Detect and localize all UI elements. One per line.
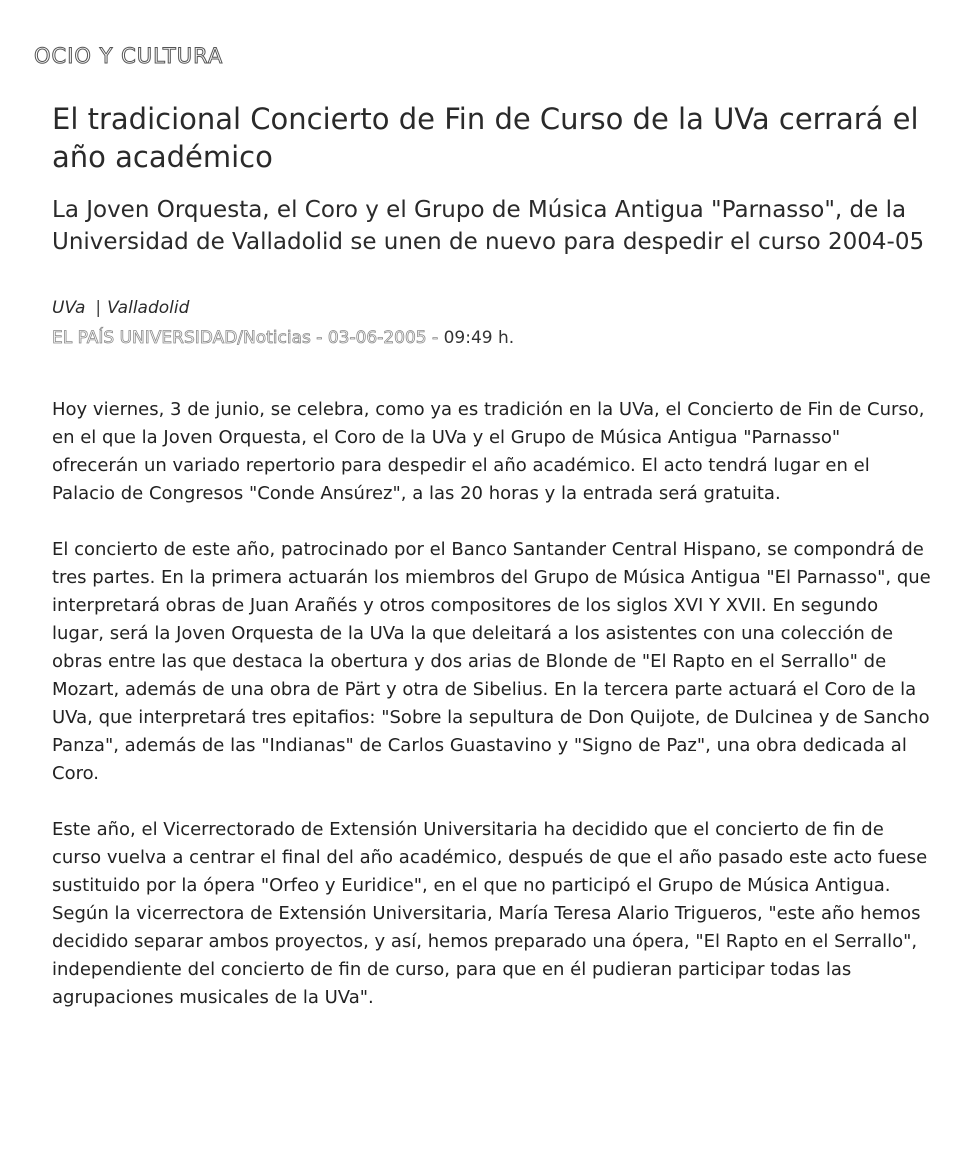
article-subheadline: La Joven Orquesta, el Coro y el Grupo de Música Antigua "Parnasso", de la Universidad de Valladolid se unen de nuevo para despedir el curso 2004-05: [52, 197, 925, 255]
article-paragraph: El concierto de este año, patrocinado por el Banco Santander Central Hispano, se compondrá de tres partes. En la primera actuarán los miembros del Grupo de Música Antigua "El Parnasso", que interpretará obras de Juan Arañés y otros compositores de los siglos XVI Y XVII. En segundo lugar, será la Joven Orquesta de la UVa la que deleitará a los asistentes con una colección de obras entre las que destaca la obertura y dos arias de Blonde de "El Rapto en el Serrallo" de Mozart, además de una obra de Pärt y otra de Sibelius. En la tercera parte actuará el Coro de la UVa, que interpretará tres epitafios: "Sobre la sepultura de Don Quijote, de Dulcinea y de Sancho Panza", además de las "Indianas" de Carlos Guastavino y "Signo de Paz", una obra dedicada al Coro.: [52, 539, 931, 784]
meta-dash: -: [432, 328, 439, 348]
article-meta: [52, 328, 514, 348]
section-label: OCIO Y CULTURA: [34, 44, 224, 68]
article-body: [52, 396, 932, 1040]
byline-location: Valladolid: [107, 298, 190, 318]
article-paragraph: Este año, el Vicerrectorado de Extensión Universitaria ha decidido que el concierto de fin de curso vuelva a centrar el final del año académico, después de que el año pasado este acto fuese sustituido por la ópera "Orfeo y Euridice", en el que no participó el Grupo de Música Antigua. Según la vicerrectora de Extensión Universitaria, María Teresa Alario Trigueros, "este año hemos decidido separar ambos proyectos, y así, hemos preparado una ópera, "El Rapto en el Serrallo", independiente del concierto de fin de curso, para que en él pudieran participar todas las agrupaciones musicales de la UVa".: [52, 819, 928, 1008]
byline-author: UVa: [52, 298, 86, 318]
byline-separator: |: [95, 298, 102, 318]
article-byline: [52, 298, 189, 318]
article-headline: El tradicional Concierto de Fin de Curso de la UVa cerrará el año académico: [52, 102, 919, 174]
article-paragraph: Hoy viernes, 3 de junio, se celebra, como ya es tradición en la UVa, el Concierto de Fin de Curso, en el que la Joven Orquesta, el Coro de la UVa y el Grupo de Música Antigua "Parnasso" ofrecerán un variado repertorio para despedir el año académico. El acto tendrá lugar en el Palacio de Congresos "Conde Ansúrez", a las 20 horas y la entrada será gratuita.: [52, 399, 925, 504]
meta-date: 03-06-2005: [327, 328, 427, 348]
meta-dash: -: [316, 328, 323, 348]
meta-time: 09:49 h.: [443, 328, 515, 348]
meta-source: EL PAÍS UNIVERSIDAD/Noticias: [52, 328, 311, 348]
